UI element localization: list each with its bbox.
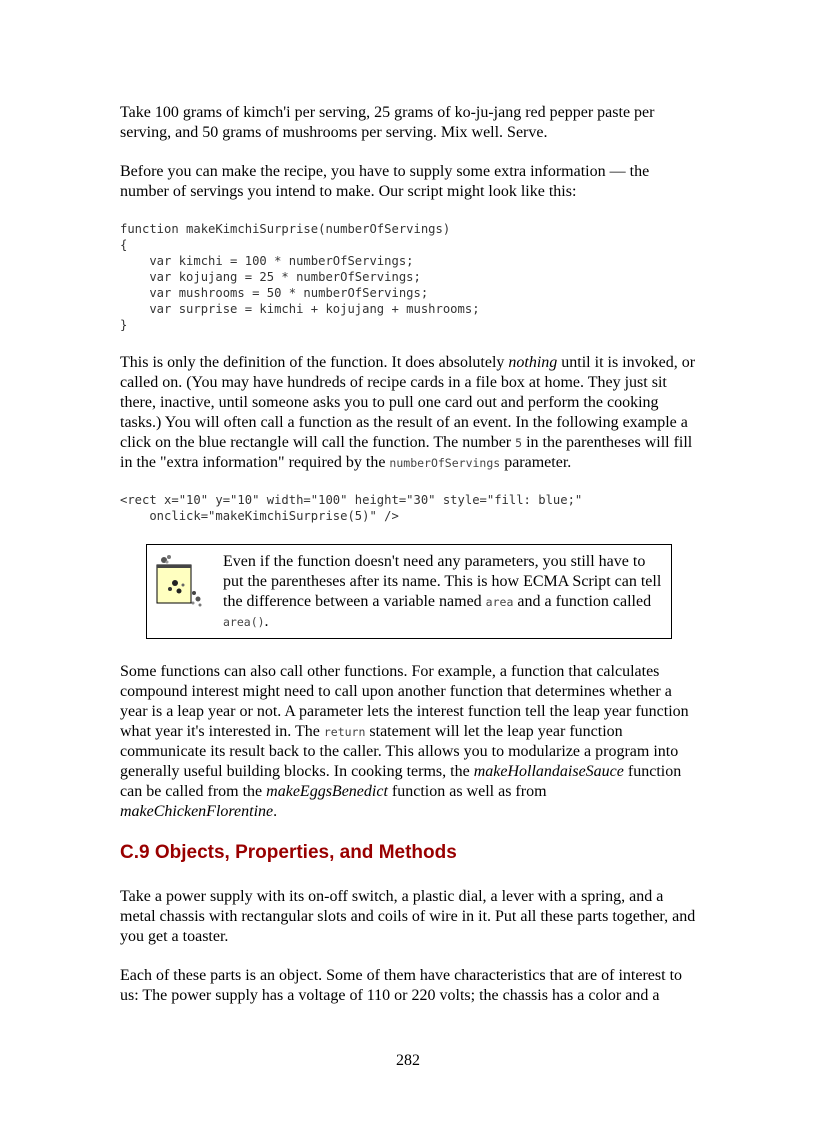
section-heading: C.9 Objects, Properties, and Methods <box>120 842 457 863</box>
paragraph-objects: Each of these parts is an object. Some of them have characteristics that are of interest to us: The power supply has a voltage of 110 or 220 volts; the chassis has a color and a <box>120 967 683 1004</box>
text-span: Some functions can also call other functions. For example, a function that calculates compound interest might need to call upon another function that determines whether a year is a leap year or not. A parameter lets the interest function tell the leap year function what year it's interested in. The <box>120 663 689 740</box>
text-span: parameter. <box>500 454 572 471</box>
paragraph-toaster: Take a power supply with its on-off switch, a plastic dial, a lever with a spring, and a metal chassis with rectangular slots and coils of wire in it. Put all these parts together, and you get a toaster. <box>120 888 696 945</box>
paragraph-functions-call-functions <box>120 662 700 822</box>
emphasis-make-eggs-benedict: makeEggsBenedict <box>266 783 388 800</box>
text-span: . <box>273 803 278 820</box>
emphasis-make-chicken-florentine: makeChickenFlorentine <box>120 803 274 820</box>
text-span: This is only the definition of the function. It does absolutely <box>120 354 509 371</box>
inline-code-numberofservings: numberOfServings <box>389 456 501 470</box>
inline-code-area-call: area() <box>223 615 265 629</box>
emphasis-nothing: nothing <box>508 354 558 371</box>
text-span: function as well as from <box>387 783 547 800</box>
code-make-kimchi-surprise: function makeKimchiSurprise(numberOfServings) { var kimchi = 100 * numberOfServings; var kojujang = 25 * numberOfServings; var mushrooms = 50 * numberOfServings; var surprise = kimchi + kojujang + mushrooms; } <box>120 222 480 332</box>
text-span: and a function called <box>513 593 652 610</box>
page-body <box>120 103 700 1025</box>
code-rect-onclick: <rect x="10" y="10" width="100" height="30" style="fill: blue;" onclick="makeKimchiSurprise(5)" /> <box>120 493 583 523</box>
inline-code-return: return <box>323 725 366 739</box>
paragraph-function-definition <box>120 353 700 473</box>
note-box <box>146 544 672 639</box>
text-span: until it is invoked, or called on. (You may have hundreds of recipe cards in a file box at home. They just sit there, inactive, until someone asks you to pull one card out and perform the cooking tasks.) You will often call a function as the result of an event. In the following example a click on the blue rectangle will call the function. The number <box>120 354 696 451</box>
text-span: . <box>264 613 269 630</box>
paragraph-intro: Take 100 grams of kimch'i per serving, 25 grams of ko-ju-jang red pepper paste per serving, and 50 grams of mushrooms per serving. Mix well. Serve. <box>120 104 655 141</box>
tip-icon <box>155 553 205 609</box>
text-span: Even if the function doesn't need any parameters, you still have to put the parentheses after its name. This is how ECMA Script can tell the difference between a variable named <box>223 553 662 610</box>
text-span: statement will let the leap year function communicate its result back to the caller. This allows you to modularize a program into generally useful building blocks. In cooking terms, the <box>120 723 679 780</box>
inline-code-5: 5 <box>515 436 523 450</box>
text-span: in the parentheses will fill in the "extra information" required by the <box>120 434 693 471</box>
note-text <box>223 552 663 632</box>
emphasis-make-hollandaise-sauce: makeHollandaiseSauce <box>473 763 624 780</box>
inline-code-area: area <box>485 595 514 609</box>
paragraph-extra-info: Before you can make the recipe, you have to supply some extra information — the number of servings you intend to make. Our script might look like this: <box>120 163 650 200</box>
page-number: 282 <box>396 1052 420 1069</box>
text-span: function can be called from the <box>120 763 682 800</box>
